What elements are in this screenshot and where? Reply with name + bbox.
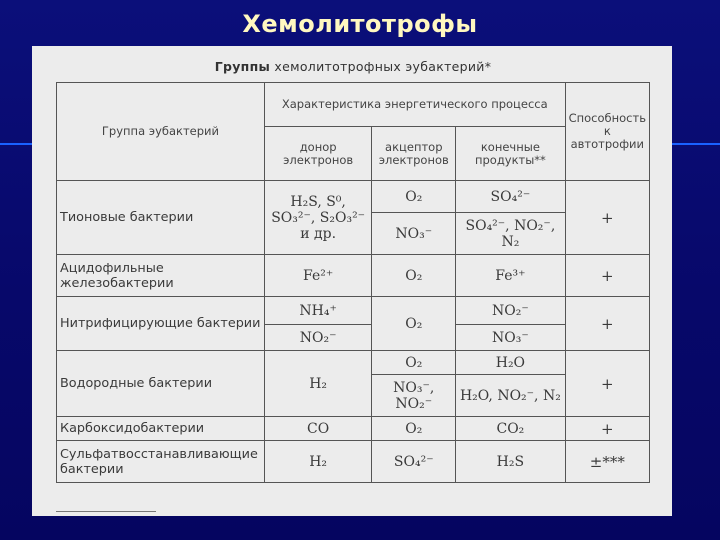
row-hydrogen-products-1: H₂O	[456, 351, 565, 375]
row-hydrogen-donor: H₂	[264, 351, 371, 417]
row-thionic-donor: H₂S, S⁰, SO₃²⁻, S₂O₃²⁻ и др.	[264, 181, 371, 255]
row-carboxydo-auto: +	[565, 417, 649, 441]
table-caption	[56, 59, 650, 74]
row-sulfate-auto: ±***	[565, 441, 649, 483]
row-nitrifying-products-1: NO₂⁻	[456, 297, 565, 325]
row-thionic-auto: +	[565, 181, 649, 255]
row-nitrifying-donor-1: NH₄⁺	[264, 297, 371, 325]
row-nitrifying-products-2: NO₃⁻	[456, 325, 565, 351]
row-hydrogen-products-2: H₂O, NO₂⁻, N₂	[456, 375, 565, 417]
table-caption-rest: хемолитотрофных эубактерий*	[270, 59, 492, 74]
header-energy-process: Характеристика энергетического процесса	[264, 83, 565, 127]
row-sulfate-donor: H₂	[264, 441, 371, 483]
header-autotrophy: Способность к автотрофии	[565, 83, 649, 181]
header-acceptor: акцептор электронов	[372, 127, 456, 181]
row-carboxydo-donor: CO	[264, 417, 371, 441]
row-sulfate-name: Сульфатвосстанавливающие бактерии	[57, 441, 265, 483]
scanned-table-image	[32, 46, 672, 516]
row-nitrifying-acceptor: O₂	[372, 297, 456, 351]
row-acidophilic-donor: Fe²⁺	[264, 255, 371, 297]
row-thionic-products-1: SO₄²⁻	[456, 181, 565, 213]
row-acidophilic-products: Fe³⁺	[456, 255, 565, 297]
row-hydrogen-name: Водородные бактерии	[57, 351, 265, 417]
row-acidophilic-acceptor: O₂	[372, 255, 456, 297]
header-donor: донор электронов	[264, 127, 371, 181]
row-thionic-acceptor-2: NO₃⁻	[372, 213, 456, 255]
header-group: Группа эубактерий	[57, 83, 265, 181]
table-caption-prefix: Группы	[214, 59, 271, 74]
row-nitrifying-donor-2: NO₂⁻	[264, 325, 371, 351]
chemolithotroph-table	[56, 82, 650, 483]
row-carboxydo-products: CO₂	[456, 417, 565, 441]
accent-line-right	[672, 143, 720, 145]
row-hydrogen-acceptor-2: NO₃⁻, NO₂⁻	[372, 375, 456, 417]
row-carboxydo-name: Карбоксидобактерии	[57, 417, 265, 441]
row-thionic-acceptor-1: O₂	[372, 181, 456, 213]
row-nitrifying-auto: +	[565, 297, 649, 351]
row-acidophilic-name: Ацидофильные железобактерии	[57, 255, 265, 297]
row-sulfate-products: H₂S	[456, 441, 565, 483]
row-hydrogen-acceptor-1: O₂	[372, 351, 456, 375]
header-products: конечные продукты**	[456, 127, 565, 181]
row-acidophilic-auto: +	[565, 255, 649, 297]
row-thionic-name: Тионовые бактерии	[57, 181, 265, 255]
slide-title: Хемолитотрофы	[242, 10, 478, 38]
row-carboxydo-acceptor: O₂	[372, 417, 456, 441]
row-sulfate-acceptor: SO₄²⁻	[372, 441, 456, 483]
footnote-rule	[56, 511, 156, 512]
row-nitrifying-name: Нитрифицирующие бактерии	[57, 297, 265, 351]
row-hydrogen-auto: +	[565, 351, 649, 417]
row-thionic-products-2: SO₄²⁻, NO₂⁻, N₂	[456, 213, 565, 255]
